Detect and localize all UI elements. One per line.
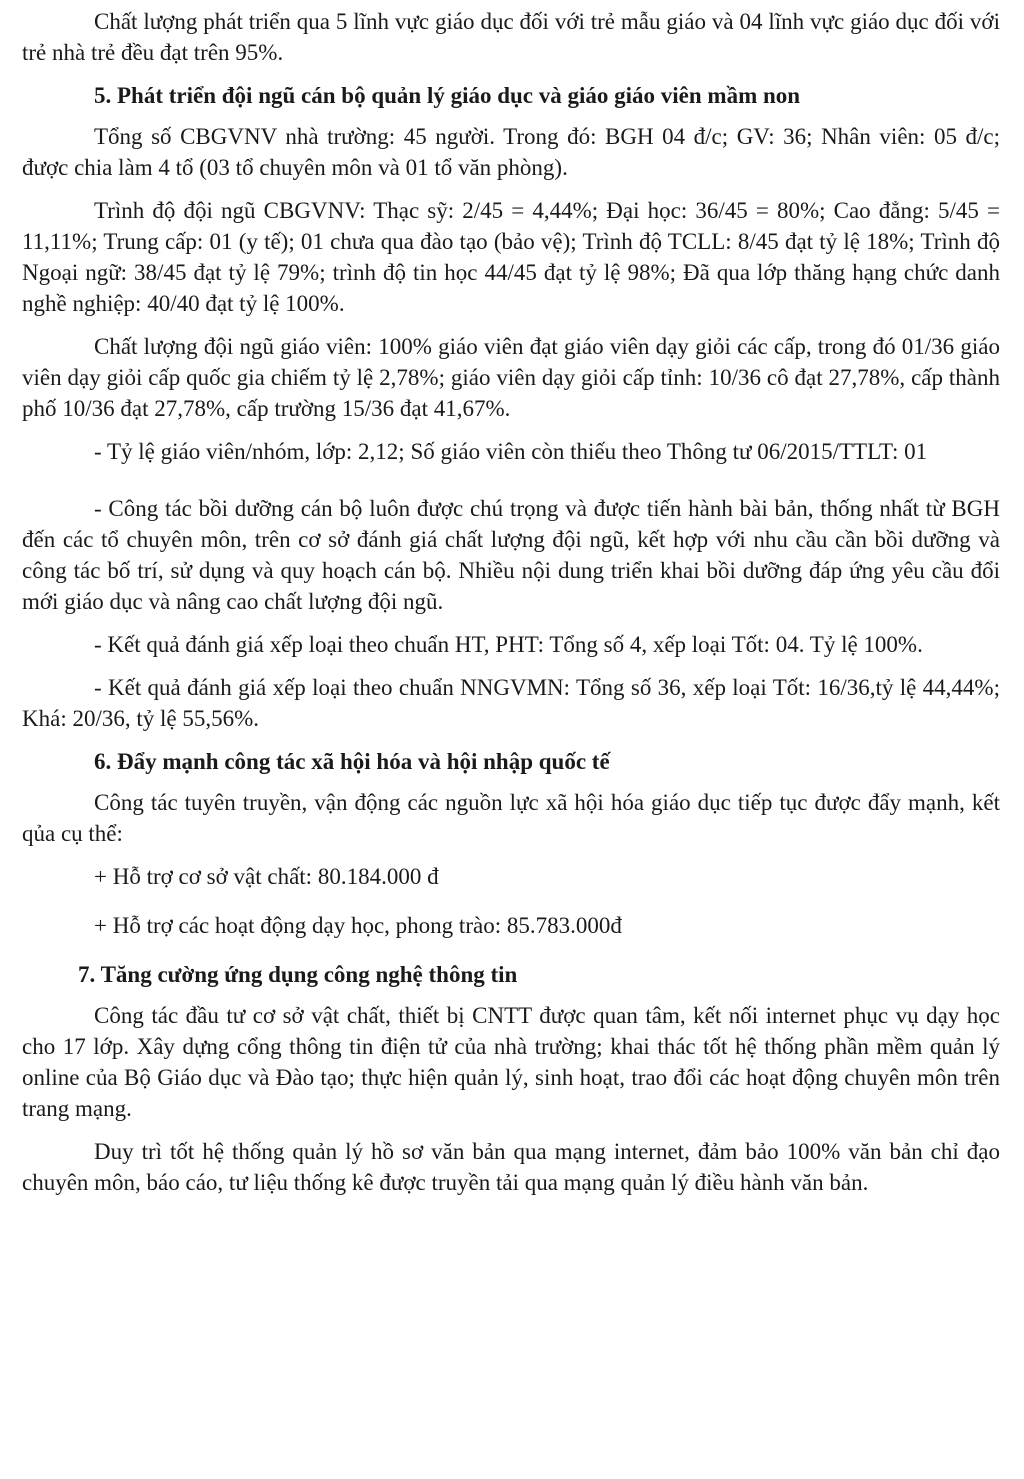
- principal-evaluation-paragraph: - Kết quả đánh giá xếp loại theo chuẩn HT, PHT: Tổng số 4, xếp loại Tốt: 04. Tỷ lệ 100%.: [94, 632, 923, 657]
- socialization-paragraph: Công tác tuyên truyền, vận động các nguồn lực xã hội hóa giáo dục tiếp tục được đẩy mạnh, kết qủa cụ thể:: [22, 790, 1000, 846]
- teacher-evaluation-paragraph: - Kết quả đánh giá xếp loại theo chuẩn NNGVMN: Tổng số 36, xếp loại Tốt: 16/36,tỷ lệ 44,44%; Khá: 20/36, tỷ lệ 55,56%.: [22, 675, 1000, 731]
- teacher-quality-paragraph: Chất lượng đội ngũ giáo viên: 100% giáo viên đạt giáo viên dạy giỏi các cấp, trong đó 01/36 giáo viên dạy giỏi cấp quốc gia chiếm tỷ lệ 2,78%; giáo viên dạy giỏi cấp tỉnh: 10/36 cô đạt 27,78%, cấp thành phố 10/36 đạt 27,78%, cấp trường 15/36 đạt 41,67%.: [22, 334, 1000, 421]
- section-5-heading: 5. Phát triển đội ngũ cán bộ quản lý giáo dục và giáo giáo viên mầm non: [94, 83, 801, 108]
- document-management-paragraph: Duy trì tốt hệ thống quản lý hồ sơ văn bản qua mạng internet, đảm bảo 100% văn bản chỉ đạo chuyên môn, báo cáo, tư liệu thống kê được truyền tải qua mạng quản lý điều hành văn bản.: [22, 1139, 1000, 1195]
- staff-qualification-paragraph: Trình độ đội ngũ CBGVNV: Thạc sỹ: 2/45 = 4,44%; Đại học: 36/45 = 80%; Cao đẳng: 5/45 = 11,11%; Trung cấp: 01 (y tế); 01 chưa qua đào tạo (bảo vệ); Trình độ TCLL: 8/45 đạt tỷ lệ 18%; Trình độ Ngoại ngữ: 38/45 đạt tỷ lệ 79%; trình độ tin học 44/45 đạt tỷ lệ 98%; Đã qua lớp thăng hạng chức danh nghề nghiệp: 40/40 đạt tỷ lệ 100%.: [22, 198, 1000, 316]
- staff-count-paragraph: Tổng số CBGVNV nhà trường: 45 người. Trong đó: BGH 04 đ/c; GV: 36; Nhân viên: 05 đ/c; được chia làm 4 tổ (03 tổ chuyên môn và 01 tổ văn phòng).: [22, 124, 1000, 180]
- section-6-heading: 6. Đẩy mạnh công tác xã hội hóa và hội nhập quốc tế: [94, 749, 610, 774]
- intro-paragraph: Chất lượng phát triển qua 5 lĩnh vực giáo dục đối với trẻ mẫu giáo và 04 lĩnh vực giáo dục đối với trẻ nhà trẻ đều đạt trên 95%.: [22, 9, 1000, 65]
- staff-training-paragraph: - Công tác bồi dưỡng cán bộ luôn được chú trọng và được tiến hành bài bản, thống nhất từ BGH đến các tổ chuyên môn, trên cơ sở đánh giá chất lượng đội ngũ, kết hợp với nhu cầu cần bồi dưỡng và công tác bố trí, sử dụng và quy hoạch cán bộ. Nhiều nội dung triển khai bồi dưỡng đáp ứng yêu cầu đổi mới giáo dục và nâng cao chất lượng đội ngũ.: [22, 496, 1000, 614]
- section-7-heading: 7. Tăng cường ứng dụng công nghệ thông tin: [78, 962, 518, 987]
- facility-support-item: + Hỗ trợ cơ sở vật chất: 80.184.000 đ: [94, 864, 439, 889]
- document-page: [22, 6, 1000, 1210]
- teacher-ratio-paragraph: - Tỷ lệ giáo viên/nhóm, lớp: 2,12; Số giáo viên còn thiếu theo Thông tư 06/2015/TTLT: 01: [94, 439, 928, 464]
- it-investment-paragraph: Công tác đầu tư cơ sở vật chất, thiết bị CNTT được quan tâm, kết nối internet phục vụ dạy học cho 17 lớp. Xây dựng cổng thông tin điện tử của nhà trường; khai thác tốt hệ thống phần mềm quản lý online của Bộ Giáo dục và Đào tạo; thực hiện quản lý, sinh hoạt, trao đổi các hoạt động chuyên môn trên trang mạng.: [22, 1003, 1000, 1121]
- activity-support-item: + Hỗ trợ các hoạt động dạy học, phong trào: 85.783.000đ: [94, 913, 622, 938]
